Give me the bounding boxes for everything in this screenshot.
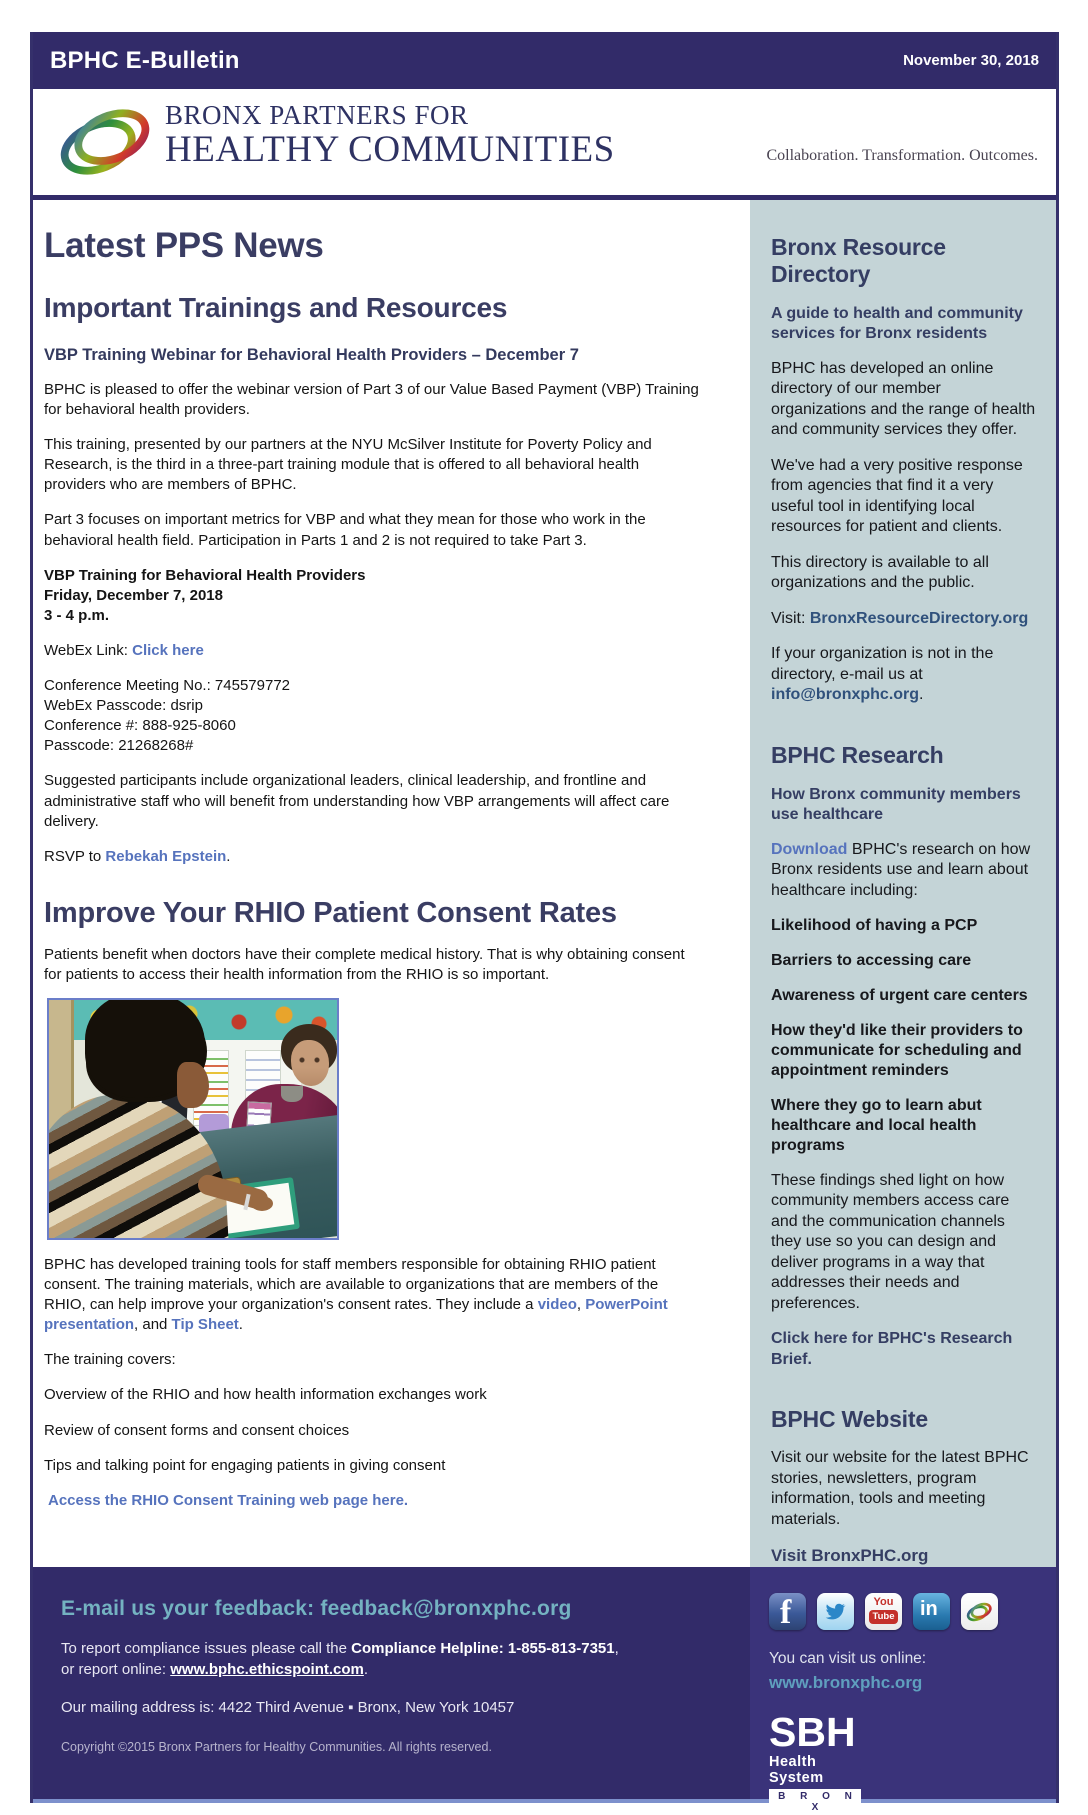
webex-label: WebEx Link: [44, 641, 133, 659]
twitter-icon[interactable] [817, 1593, 854, 1630]
brand-line1: BRONX PARTNERS FOR [165, 100, 469, 130]
download-link[interactable]: Download [771, 840, 848, 858]
brand-tagline: Collaboration. Transformation. Outcomes. [766, 147, 1038, 164]
paragraph: This training, presented by our partners at the NYU McSilver Institute for Poverty Policy and Research, is the third in a three-part training module that is offered to all behavioral health providers who are members of BPHC. [44, 436, 652, 494]
section1-subtitle: VBP Training Webinar for Behavioral Health Providers – December 7 [44, 346, 579, 364]
sidebar-section-title: BPHC Research [771, 741, 944, 768]
covers-item: Overview of the RHIO and how health information exchanges work [44, 1386, 487, 1404]
bphc-logo-icon [57, 102, 155, 182]
sidebar-subtitle: A guide to health and community services for Bronx residents [771, 305, 1023, 342]
issue-date: November 30, 2018 [903, 52, 1039, 69]
research-item: Barriers to accessing care [771, 951, 972, 969]
brand-line2: HEALTHY COMMUNITIES [165, 129, 615, 171]
event-time: 3 - 4 p.m. [44, 606, 110, 624]
section2-title: Improve Your RHIO Patient Consent Rates [44, 896, 617, 929]
event-name: VBP Training for Behavioral Health Providers [44, 566, 366, 584]
conference-meeting-no: Conference Meeting No.: 745579772 [44, 677, 291, 695]
bulletin-title: BPHC E-Bulletin [50, 46, 240, 74]
training-tools-text: BPHC has developed training tools for staff members responsible for obtaining RHIO patient consent. The training materials, which are available to organizations that are members of the RHIO, can help improve your organization's consent rates. They include a [44, 1255, 659, 1314]
covers-item: Tips and talking point for engaging patients in giving consent [44, 1456, 446, 1474]
sidebar-section-title: BPHC Website [771, 1406, 928, 1433]
powerpoint-link[interactable]: PowerPoint presentation [44, 1296, 668, 1334]
research-item: Where they go to learn abut healthcare and local health programs [771, 1096, 982, 1154]
copyright: Copyright ©2015 Bronx Partners for Healthy Communities. All rights reserved. [61, 1739, 492, 1754]
research-item: Awareness of urgent care centers [771, 986, 1028, 1004]
feedback-email-link[interactable]: feedback@bronxphc.org [320, 1596, 572, 1620]
footer [33, 1567, 1056, 1813]
sidebar-paragraph: We've had a very positive response from agencies that find it a very useful tool in identifying local resources for patient and clients. [771, 456, 1023, 536]
webex-line [44, 641, 704, 661]
brand-wordmark [165, 101, 615, 170]
sidebar-paragraph: This directory is available to all organizations and the public. [771, 553, 989, 592]
linkedin-icon[interactable]: in [913, 1593, 950, 1630]
section1-title: Important Trainings and Resources [44, 292, 508, 323]
webex-passcode: WebEx Passcode: dsrip [44, 697, 203, 715]
research-item: Likelihood of having a PCP [771, 916, 978, 934]
photo-container [47, 998, 704, 1240]
sidebar-paragraph: BPHC has developed an online directory of our member organizations and the range of health and community services they offer. [771, 360, 1036, 439]
conference-number: Conference #: 888-925-8060 [44, 717, 236, 735]
rsvp-line [44, 847, 704, 867]
visit-bronxphc-link[interactable]: Visit BronxPHC.org [771, 1546, 929, 1566]
youtube-icon[interactable]: You Tube [865, 1593, 902, 1630]
paragraph: BPHC is pleased to offer the webinar version of Part 3 of our Value Based Payment (VBP) Training for behavioral health providers. [44, 381, 699, 419]
feedback-heading: E-mail us your feedback: feedback@bronxphc.org [61, 1596, 572, 1620]
covers-label: The training covers: [44, 1351, 176, 1369]
facebook-icon[interactable]: f [769, 1593, 806, 1630]
consent-desk-photo [47, 998, 339, 1240]
research-download-line: Download BPHC's research on how Bronx residents use and learn about healthcare including: [771, 840, 1031, 899]
tip-sheet-link[interactable]: Tip Sheet [171, 1316, 239, 1334]
sidebar-subtitle: How Bronx community members use healthcare [771, 785, 1021, 823]
passcode: Passcode: 21268268# [44, 737, 194, 755]
rsvp-period: . [226, 847, 231, 865]
visit-online-label: You can visit us online: [769, 1649, 927, 1667]
paragraph: Part 3 focuses on important metrics for VBP and what they mean for those who work in the behavioral health field. Participation in Parts 1 and 2 is not required to take Part 3. [44, 511, 646, 549]
news-title: Latest PPS News [44, 226, 324, 265]
event-date: Friday, December 7, 2018 [44, 586, 223, 604]
directory-visit-line: Visit: BronxResourceDirectory.org [771, 609, 1029, 627]
masthead-bar [33, 32, 1056, 89]
webex-click-here-link[interactable]: Click here [132, 641, 204, 659]
paragraph: Suggested participants include organizational leaders, clinical leadership, and frontline and administrative staff who will benefit from understanding how VBP arrangements will affect care delivery. [44, 772, 670, 830]
main-column [33, 200, 750, 1567]
newsletter-frame [30, 32, 1059, 1813]
paragraph: Patients benefit when doctors have their complete medical history. That is why obtaining consent for patients to access their health information from the RHIO is so important. [44, 945, 685, 983]
footer-right [750, 1567, 1056, 1813]
sidebar-section-title: Bronx Resource Directory [771, 234, 946, 287]
ethicspoint-link[interactable]: www.bphc.ethicspoint.com [170, 1660, 364, 1678]
covers-item: Review of consent forms and consent choices [44, 1421, 350, 1439]
compliance-text: To report compliance issues please call the Compliance Helpline: 1-855-813-7351, or report online: www.bphc.ethicspoint.com. [61, 1639, 619, 1678]
sbh-health-system-logo: SBH Health System B R O N X [769, 1713, 861, 1815]
paragraph-with-links: BPHC has developed training tools for staff members responsible for obtaining RHIO patient consent. The training materials, which are available to organizations that are members of the RHIO, can help improve your organization's consent rates. They include a video, PowerPoint presentation, and Tip Sheet. [44, 1255, 668, 1334]
bronxphc-url-link[interactable]: www.bronxphc.org [769, 1672, 923, 1692]
social-icons [769, 1593, 1056, 1630]
footer-left [33, 1567, 750, 1799]
rsvp-contact-link[interactable]: Rebekah Epstein [105, 847, 227, 865]
mailing-address: Our mailing address is: 4422 Third Avenue ▪ Bronx, New York 10457 [61, 1698, 515, 1716]
event-details [44, 566, 704, 626]
bphc-swirl-icon[interactable] [961, 1593, 998, 1630]
body-columns [33, 200, 1056, 1567]
sidebar-paragraph: Visit our website for the latest BPHC stories, newsletters, program information, tools and meeting materials. [771, 1449, 1029, 1528]
bronx-resource-directory-link[interactable]: BronxResourceDirectory.org [809, 609, 1029, 627]
rhio-training-page-link[interactable]: Access the RHIO Consent Training web page here. [48, 1491, 409, 1509]
research-item: How they'd like their providers to communicate for scheduling and appointment reminders [771, 1021, 1023, 1079]
info-email-link[interactable]: info@bronxphc.org [771, 686, 920, 704]
directory-email-line: If your organization is not in the directory, e-mail us at info@bronxphc.org. [771, 645, 994, 704]
compliance-helpline: Compliance Helpline: 1-855-813-7351 [351, 1639, 615, 1657]
conference-details [44, 676, 704, 756]
video-link[interactable]: video [537, 1296, 577, 1314]
brand-header [33, 89, 1056, 195]
sidebar [750, 200, 1056, 1567]
sidebar-paragraph: These findings shed light on how community members access care and the communication channels they use so you can design and deliver programs in a way that addresses their needs and preferences. [771, 1171, 1010, 1312]
research-brief-link[interactable]: Click here for BPHC's Research Brief. [771, 1330, 1013, 1368]
rsvp-label: RSVP to [44, 847, 106, 865]
